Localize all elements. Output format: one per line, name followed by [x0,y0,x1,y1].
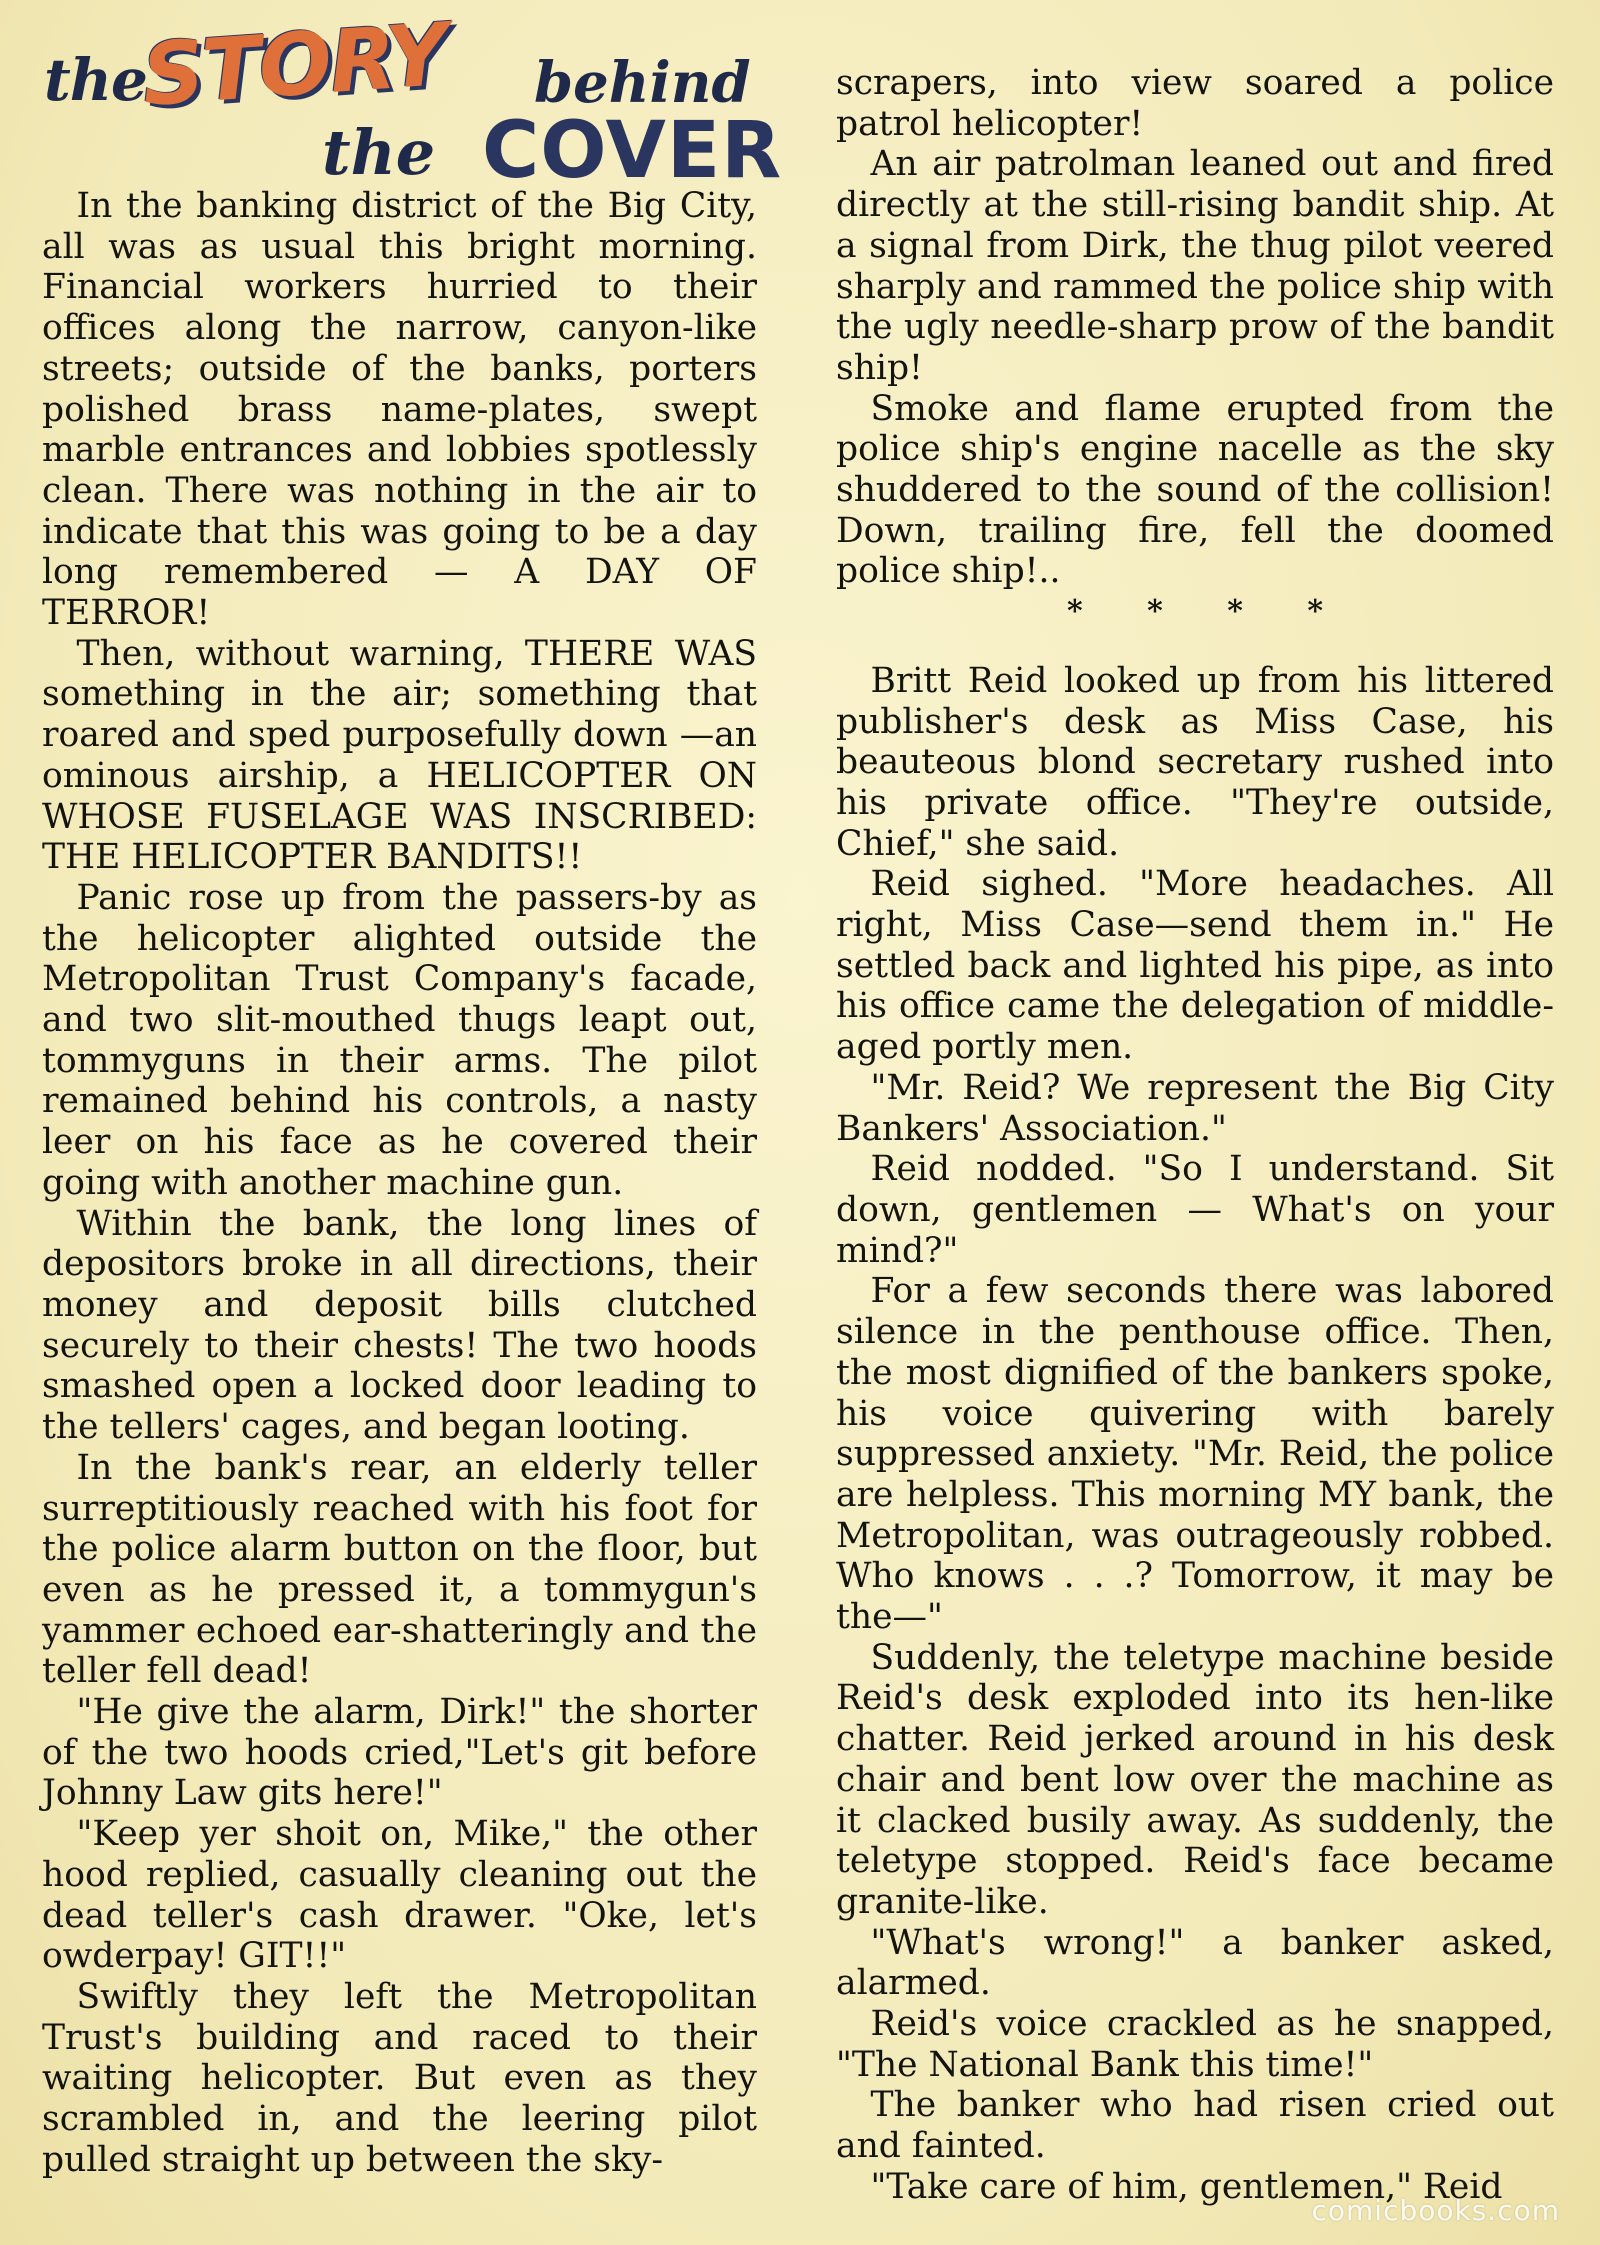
title-header [44,5,783,196]
right-column [836,63,1554,2208]
paragraph: In the banking district of the Big City, all was as usual this bright morning. Financial workers hurried to their offices along the narrow, canyon-like streets; outside of the banks, porters polished brass name-plates, swept marble entrances and lobbies spotlessly clean. There was nothing in the air to indicate that this was going to be a day long remembered — A DAY OF TERROR! [42,186,757,634]
paragraph: Panic rose up from the passers-by as the helicopter alighted outside the Metropolitan Trust Company's facade, and two slit-mouthed thugs leapt out, tommyguns in their arms. The pilot remained behind his controls, a nasty leer on his face as he covered their going with another machine gun. [42,877,757,1203]
paragraph: Britt Reid looked up from his littered publisher's desk as Miss Case, his beauteous blond secretary rushed into his private office. "They're outside, Chief," she said. [836,660,1554,864]
paragraph: The banker who had risen cried out and fainted. [836,2085,1554,2167]
paragraph: Swiftly they left the Metropolitan Trust's building and raced to their waiting helicopter. But even as they scrambled in, and the leering pilot pulled straight up between the sky- [42,1976,757,2180]
section-separator: * * * * [1066,594,1351,630]
title-word-behind: behind [534,50,751,116]
paragraph: "Mr. Reid? We represent the Big City Bankers' Association." [836,1067,1554,1149]
paragraph: An air patrolman leaned out and fired directly at the still-rising bandit ship. At a signal from Dirk, the thug pilot veered sharply and rammed the police ship with the ugly needle-sharp prow of the bandit ship! [836,144,1554,388]
paragraph: "Keep yer shoit on, Mike," the other hood replied, casually cleaning out the dead teller's cash drawer. "Oke, let's owderpay! GIT!!" [42,1814,757,1977]
paragraph: Within the bank, the long lines of depositors broke in all directions, their money and deposit bills clutched securely to their chests! The two hoods smashed open a locked door leading to the tellers' cages, and began looting. [42,1203,757,1448]
paragraph: "He give the alarm, Dirk!" the shorter of the two hoods cried,"Let's git before Johnny Law gits here!" [42,1692,757,1814]
title-word-the-second: the [322,116,436,189]
paragraph: Reid sighed. "More headaches. All right, Miss Case—send them in." He settled back and lighted his pipe, as into his office came the delegation of middle-aged portly men. [836,864,1554,1068]
paragraph: Smoke and flame erupted from the police ship's engine nacelle as the sky shuddered to the sound of the collision! Down, trailing fire, fell the doomed police ship!.. [836,388,1554,592]
separator-gap [836,633,1554,661]
paragraph: Suddenly, the teletype machine beside Reid's desk exploded into its hen-like chatter. Reid jerked around in his desk chair and bent low over the machine as it clacked busily away. As suddenly, the teletype stopped. Reid's face became granite-like. [836,1637,1554,1922]
paragraph: In the bank's rear, an elderly teller surreptitiously reached with his foot for the police alarm button on the floor, but even as he pressed it, a tommygun's yammer echoed ear-shatteringly and the teller fell dead! [42,1447,757,1692]
paragraph: "Take care of him, gentlemen," Reid [870,2166,1503,2207]
paragraph: scrapers, into view soared a police patrol helicopter! [836,63,1554,144]
left-column [42,186,757,2180]
title-word-the: the [44,46,147,114]
paragraph: For a few seconds there was labored silence in the penthouse office. Then, the most dignified of the bankers spoke, his voice quivering with barely suppressed anxiety. "Mr. Reid, the police are helpless. This morning MY bank, the Metropolitan, was outrageously robbed. Who knows . . .? Tomorrow, it may be the—" [836,1271,1554,1638]
watermark: comicbooks.com [1311,2194,1560,2227]
title-word-story: STORY [139,5,450,127]
paragraph: Then, without warning, THERE WAS something in the air; something that roared and sped purposefully down —an ominous airship, a HELICOPTER ON WHOSE FUSELAGE WAS INSCRIBED: THE HELICOPTER BANDITS!! [42,633,757,878]
title-word-cover: COVER [482,106,783,196]
paragraph: Reid's voice crackled as he snapped, "The National Bank this time!" [836,2004,1554,2085]
paragraph: Reid nodded. "So I understand. Sit down, gentlemen — What's on your mind?" [836,1149,1554,1271]
paragraph: "What's wrong!" a banker asked, alarmed. [836,1922,1554,2004]
